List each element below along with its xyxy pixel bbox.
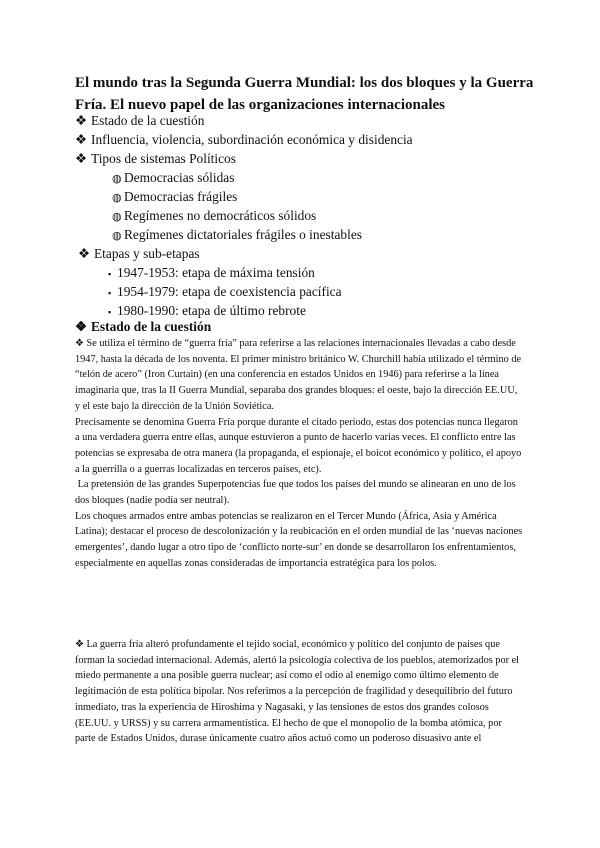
outline-item: ❖ Etapas y sub-etapas xyxy=(78,246,200,261)
document-title: El mundo tras la Segunda Guerra Mundial: los dos bloques y la Guerra Fría. El nuevo papel de las organizaciones internacionales xyxy=(75,75,534,113)
paragraph: Precisamente se denomina Guerra Fría porque durante el citado período, estas dos potencias nunca llegaron a una verdadera guerra entre ellas, aunque estuvieron a punto de hacerlo varias veces. El conflicto entre las potencias se expresaba de otra manera (la propaganda, el espionaje, el boicot económico y político, el apoyo a la guerrilla o a guerras localizadas en terceros países, etc). xyxy=(75,416,522,475)
diamond-bullet-icon: ❖ xyxy=(75,113,88,128)
square-bullet-icon: ▪ xyxy=(108,307,112,317)
outline-stage: ▪ 1954-1979: etapa de coexistencia pacífica xyxy=(108,283,342,302)
outline-stage: ▪ 1947-1953: etapa de máxima tensión xyxy=(108,264,315,283)
circle-bullet-icon: ◍ xyxy=(112,192,122,204)
diamond-bullet-icon: ❖ xyxy=(75,132,88,147)
circle-bullet-icon: ◍ xyxy=(112,211,122,223)
section-heading: ❖ Estado de la cuestión xyxy=(75,319,212,334)
paragraph: La pretensión de las grandes Superpotencias fue que todos los países del mundo se alinearan en uno de los dos bloques (nadie podía ser neutral). xyxy=(75,479,519,507)
outline-subitem: ◍ Regímenes dictatoriales frágiles o inestables xyxy=(112,226,362,245)
paragraph: ❖ Se utiliza el término de “guerra fría” para referirse a las relaciones internacionales llevadas a cabo desde 1947, hasta la década de los noventa. El primer ministro británico W. Churchill había utilizado el término de “telón de acero” (Iron Curtain) (en una conferencia en estados Unidos en 1946) para referirse a la línea imaginaria que, tras la II Guerra Mundial, separaba dos grandes bloques: el oeste, bajo la dirección EE.UU, y el este bajo la dirección de la Unión Soviética. xyxy=(75,338,522,412)
diamond-bullet-icon: ❖ xyxy=(75,151,88,166)
square-bullet-icon: ▪ xyxy=(108,288,112,298)
paragraph: ❖ La guerra fría alteró profundamente el tejido social, económico y político del conjunto de países que forman la sociedad internacional. Además, alertó la psicología colectiva de los pueblos, atemorizados por el miedo permanente a una posible guerra nuclear; así como el odio al enemigo como último elemento de legitimación de esta política bipolar. Nos referimos a la percepción de fragilidad y desequilibrio del futuro inmediato, tras la experiencia de Hiroshima y Nagasaki, y las tensiones de estos dos grandes colosos (EE.UU. y URSS) y su carrera armamentística. El hecho de que el monopolio de la bomba atómica, por parte de Estados Unidos, durase únicamente cuatro años actuó como un poderoso disuasivo ante el xyxy=(75,639,520,745)
circle-bullet-icon: ◍ xyxy=(112,230,122,242)
outline-item: ❖ Tipos de sistemas Políticos xyxy=(75,151,236,166)
paragraph: Los choques armados entre ambas potencias se realizaron en el Tercer Mundo (África, Asia y América Latina); destacar el proceso de descolonización y la reubicación en el orden mundial de las ‘nuevas naciones emergentes’, dando lugar a otro tipo de ‘conflicto norte-sur’ en donde se desarrollaron los enfrentamientos, especialmente en aquellas zonas consideradas de importancia estratégica para los polos. xyxy=(75,510,523,569)
outline-subitem: ◍ Democracias sólidas xyxy=(112,169,234,188)
section-body-continued xyxy=(75,637,525,747)
diamond-bullet-icon: ❖ xyxy=(75,319,88,334)
outline-stage: ▪ 1980-1990: etapa de último rebrote xyxy=(108,302,306,321)
diamond-bullet-icon: ❖ xyxy=(78,246,91,261)
outline-subitem: ◍ Regímenes no democráticos sólidos xyxy=(112,207,316,226)
diamond-bullet-icon: ❖ xyxy=(75,338,87,349)
outline-item: ❖ Estado de la cuestión xyxy=(75,113,205,128)
section-body xyxy=(75,336,525,572)
outline-item: ❖ Influencia, violencia, subordinación económica y disidencia xyxy=(75,132,413,147)
circle-bullet-icon: ◍ xyxy=(112,173,122,185)
square-bullet-icon: ▪ xyxy=(108,269,112,279)
diamond-bullet-icon: ❖ xyxy=(75,639,87,650)
outline-subitem: ◍ Democracias frágiles xyxy=(112,188,237,207)
